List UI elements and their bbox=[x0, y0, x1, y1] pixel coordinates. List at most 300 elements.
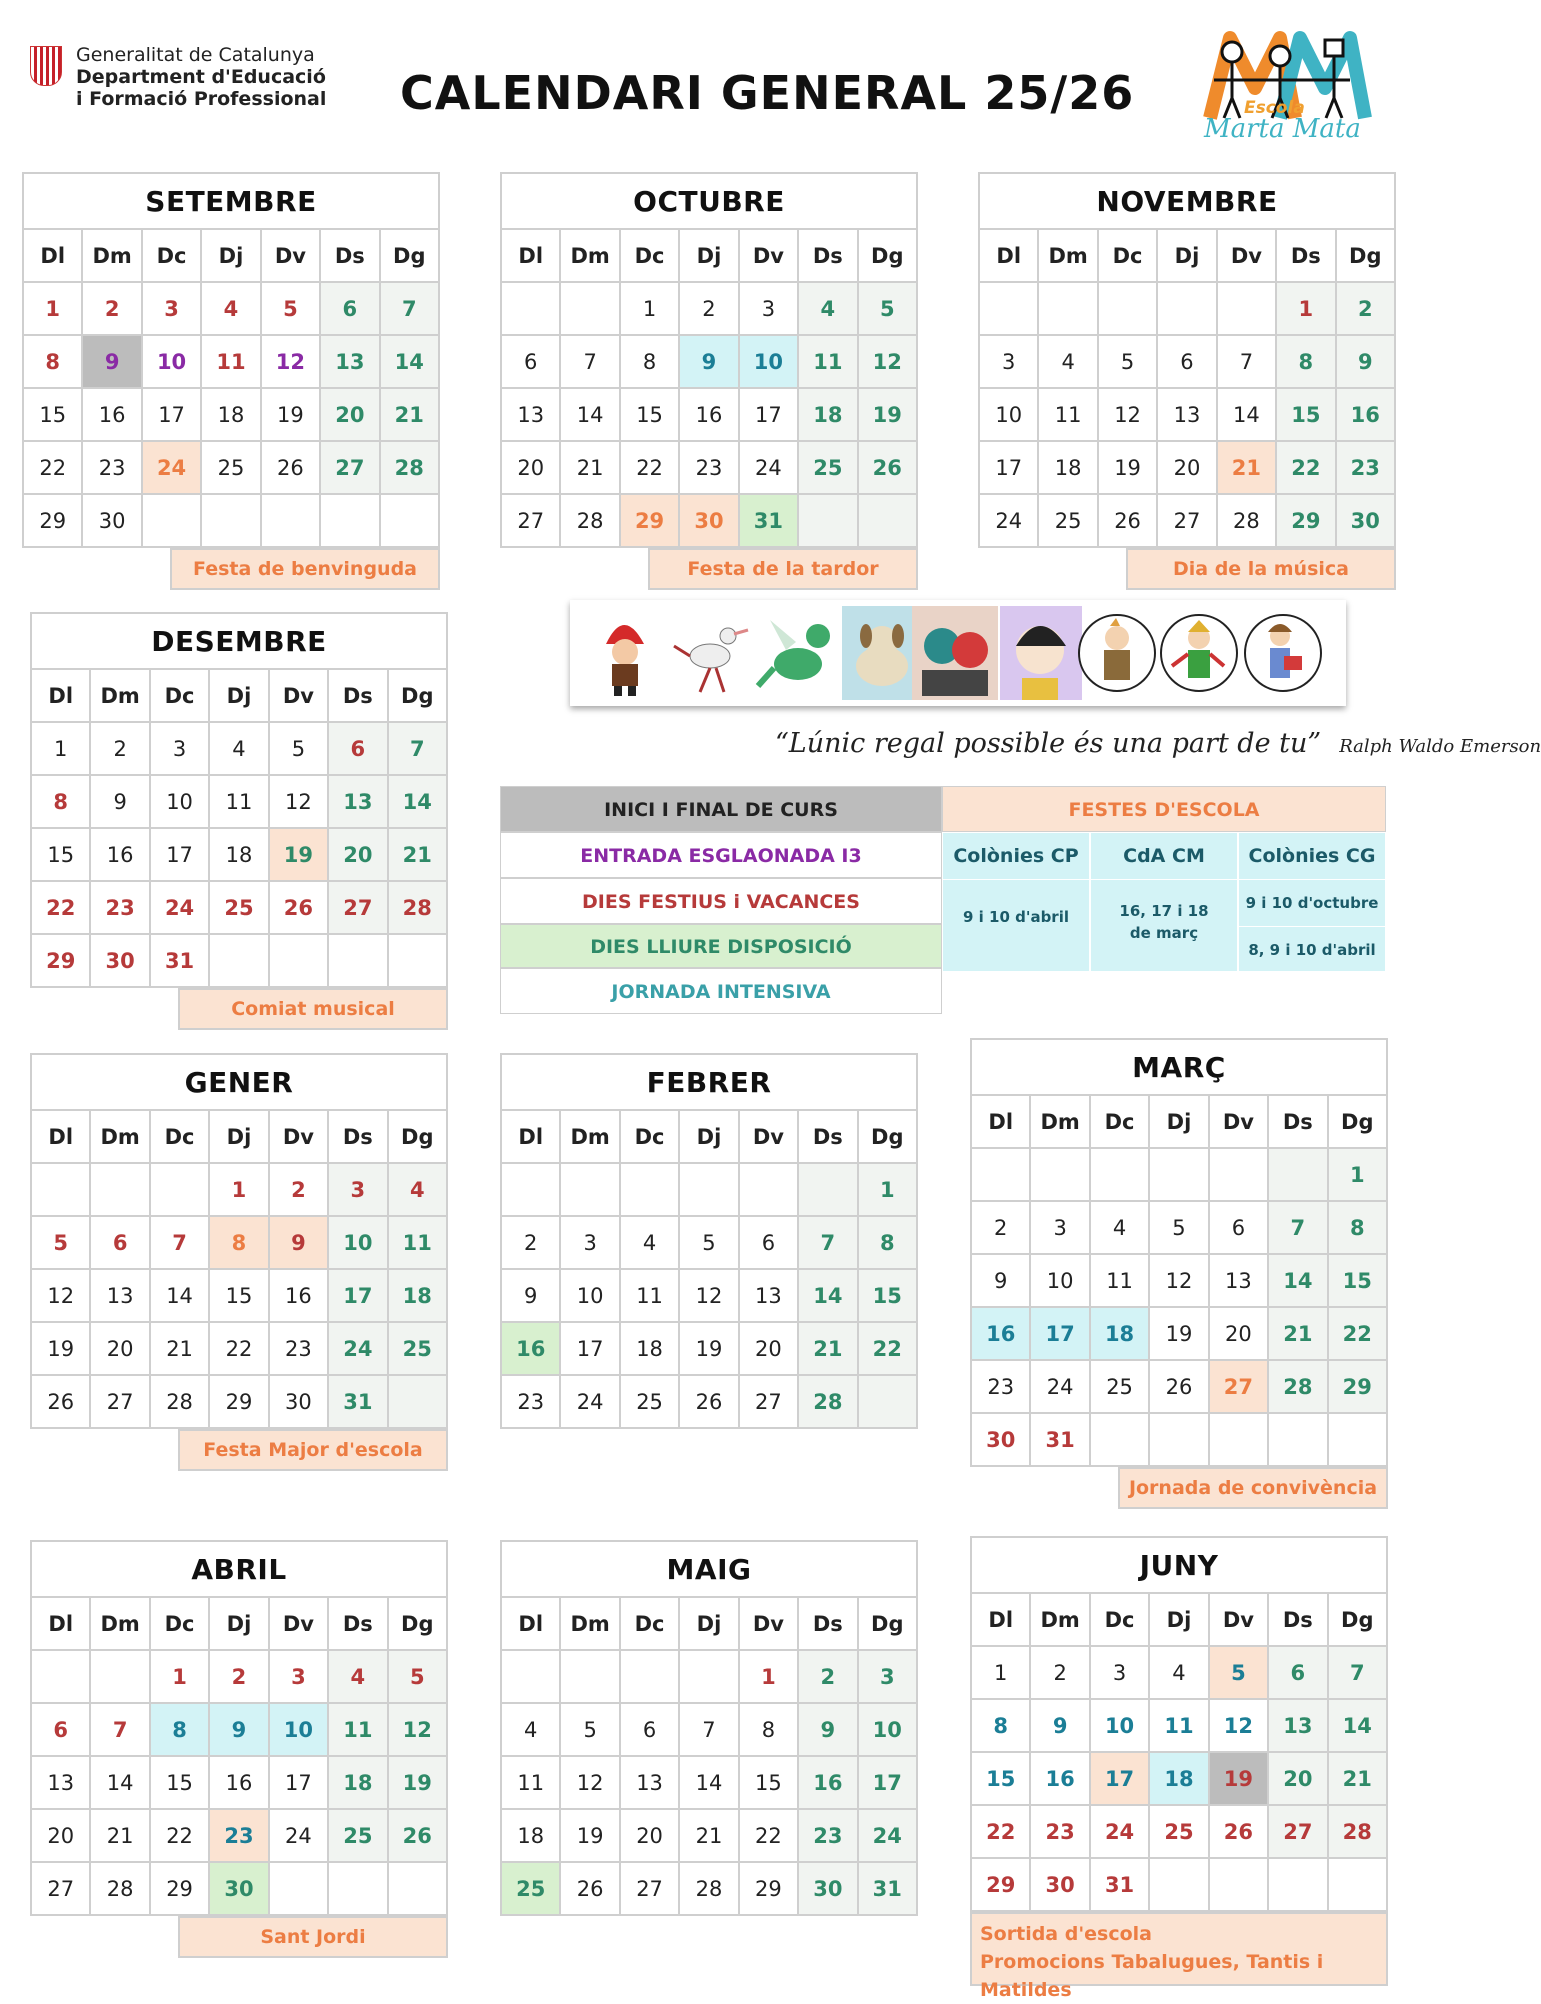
day-cell: 26 bbox=[858, 441, 917, 494]
day-cell: 21 bbox=[560, 441, 619, 494]
day-cell bbox=[1090, 1148, 1149, 1201]
day-cell: 6 bbox=[320, 282, 379, 335]
legend-festes-escola: FESTES D'ESCOLA bbox=[942, 786, 1386, 832]
day-cell: 14 bbox=[560, 388, 619, 441]
day-cell: 8 bbox=[620, 335, 679, 388]
day-cell: 1 bbox=[209, 1163, 268, 1216]
day-cell: 21 bbox=[679, 1809, 738, 1862]
day-cell: 31 bbox=[739, 494, 798, 547]
weekday-header: Dc bbox=[620, 1597, 679, 1650]
day-cell: 8 bbox=[31, 775, 90, 828]
weekday-header: Dv bbox=[269, 1597, 328, 1650]
day-cell: 21 bbox=[1217, 441, 1276, 494]
weekday-header: Dj bbox=[1149, 1593, 1208, 1646]
day-cell bbox=[31, 1163, 90, 1216]
day-cell: 1 bbox=[620, 282, 679, 335]
day-cell: 2 bbox=[90, 722, 149, 775]
day-cell: 17 bbox=[142, 388, 201, 441]
day-cell: 24 bbox=[1090, 1805, 1149, 1858]
month-gener bbox=[30, 1053, 448, 1461]
day-cell: 16 bbox=[971, 1307, 1030, 1360]
day-cell: 20 bbox=[620, 1809, 679, 1862]
day-cell: 30 bbox=[209, 1862, 268, 1915]
month-event-label: Sant Jordi bbox=[178, 1916, 448, 1958]
day-cell: 15 bbox=[620, 388, 679, 441]
weekday-header: Dv bbox=[1217, 229, 1276, 282]
day-cell: 3 bbox=[142, 282, 201, 335]
day-cell: 26 bbox=[1149, 1360, 1208, 1413]
day-cell: 9 bbox=[209, 1703, 268, 1756]
day-cell: 10 bbox=[142, 335, 201, 388]
day-cell bbox=[142, 494, 201, 547]
day-cell: 3 bbox=[150, 722, 209, 775]
day-cell: 22 bbox=[31, 881, 90, 934]
weekday-header: Dl bbox=[31, 1110, 90, 1163]
day-cell: 7 bbox=[380, 282, 439, 335]
month-event-label: Festa de benvinguda bbox=[170, 548, 440, 590]
day-cell: 3 bbox=[979, 335, 1038, 388]
day-cell: 26 bbox=[560, 1862, 619, 1915]
day-cell: 14 bbox=[380, 335, 439, 388]
day-cell: 12 bbox=[261, 335, 320, 388]
legend bbox=[500, 786, 1386, 1022]
month-name: ABRIL bbox=[31, 1541, 447, 1597]
day-cell: 28 bbox=[90, 1862, 149, 1915]
day-cell: 1 bbox=[150, 1650, 209, 1703]
weekday-header: Dm bbox=[560, 1110, 619, 1163]
day-cell: 5 bbox=[560, 1703, 619, 1756]
legend-dies-festius: DIES FESTIUS i VACANCES bbox=[500, 878, 942, 924]
day-cell: 17 bbox=[858, 1756, 917, 1809]
day-cell: 15 bbox=[858, 1269, 917, 1322]
day-cell: 14 bbox=[798, 1269, 857, 1322]
day-cell: 9 bbox=[971, 1254, 1030, 1307]
weekday-header: Dl bbox=[23, 229, 82, 282]
day-cell: 2 bbox=[1336, 282, 1395, 335]
day-cell: 22 bbox=[620, 441, 679, 494]
day-cell: 13 bbox=[90, 1269, 149, 1322]
day-cell: 19 bbox=[858, 388, 917, 441]
month-abril bbox=[30, 1540, 448, 1948]
day-cell bbox=[679, 1650, 738, 1703]
gnome-figure-icon bbox=[584, 606, 666, 700]
day-cell: 29 bbox=[23, 494, 82, 547]
day-cell: 16 bbox=[679, 388, 738, 441]
day-cell: 17 bbox=[560, 1322, 619, 1375]
day-cell: 21 bbox=[1268, 1307, 1327, 1360]
day-cell: 20 bbox=[328, 828, 387, 881]
day-cell bbox=[560, 1650, 619, 1703]
day-cell: 13 bbox=[1209, 1254, 1268, 1307]
day-cell bbox=[1098, 282, 1157, 335]
day-cell: 8 bbox=[1328, 1201, 1387, 1254]
day-cell: 11 bbox=[1149, 1699, 1208, 1752]
weekday-header: Dv bbox=[269, 1110, 328, 1163]
day-cell: 30 bbox=[90, 934, 149, 987]
weekday-header: Dv bbox=[1209, 1593, 1268, 1646]
day-cell bbox=[1209, 1413, 1268, 1466]
month-marc bbox=[970, 1038, 1388, 1499]
day-cell: 6 bbox=[31, 1703, 90, 1756]
weekday-header: Dg bbox=[858, 1110, 917, 1163]
day-cell: 7 bbox=[150, 1216, 209, 1269]
day-cell: 26 bbox=[1098, 494, 1157, 547]
month-name: DESEMBRE bbox=[31, 613, 447, 669]
page-title: CALENDARI GENERAL 25/26 bbox=[400, 66, 1135, 120]
legend-colonies-cp bbox=[942, 832, 1090, 972]
day-cell: 30 bbox=[679, 494, 738, 547]
day-cell bbox=[388, 934, 447, 987]
day-cell: 27 bbox=[328, 881, 387, 934]
day-cell: 9 bbox=[679, 335, 738, 388]
day-cell: 23 bbox=[269, 1322, 328, 1375]
day-cell bbox=[201, 494, 260, 547]
day-cell: 12 bbox=[858, 335, 917, 388]
day-cell: 15 bbox=[23, 388, 82, 441]
day-cell: 16 bbox=[269, 1269, 328, 1322]
day-cell: 5 bbox=[261, 282, 320, 335]
day-cell: 21 bbox=[150, 1322, 209, 1375]
weekday-header: Ds bbox=[1268, 1095, 1327, 1148]
day-cell: 27 bbox=[1157, 494, 1216, 547]
month-event-label: Jornada de convivència bbox=[1118, 1467, 1388, 1509]
day-cell: 10 bbox=[150, 775, 209, 828]
day-cell: 24 bbox=[1030, 1360, 1089, 1413]
day-cell: 25 bbox=[328, 1809, 387, 1862]
weekday-header: Dj bbox=[209, 1597, 268, 1650]
legend-jornada-intensiva: JORNADA INTENSIVA bbox=[500, 968, 942, 1014]
day-cell: 1 bbox=[971, 1646, 1030, 1699]
weekday-header: Ds bbox=[328, 1597, 387, 1650]
day-cell bbox=[209, 934, 268, 987]
day-cell: 24 bbox=[979, 494, 1038, 547]
day-cell: 14 bbox=[1217, 388, 1276, 441]
day-cell: 8 bbox=[1276, 335, 1335, 388]
weekday-header: Dj bbox=[209, 669, 268, 722]
day-cell: 20 bbox=[320, 388, 379, 441]
day-cell: 1 bbox=[31, 722, 90, 775]
day-cell: 5 bbox=[858, 282, 917, 335]
month-name: MAIG bbox=[501, 1541, 917, 1597]
day-cell: 22 bbox=[739, 1809, 798, 1862]
day-cell: 21 bbox=[388, 828, 447, 881]
day-cell: 29 bbox=[1328, 1360, 1387, 1413]
musicians-figure-icon bbox=[912, 606, 998, 700]
day-cell: 10 bbox=[739, 335, 798, 388]
day-cell: 19 bbox=[1098, 441, 1157, 494]
day-cell: 29 bbox=[209, 1375, 268, 1428]
weekday-header: Dl bbox=[971, 1095, 1030, 1148]
day-cell: 17 bbox=[1030, 1307, 1089, 1360]
day-cell bbox=[150, 1163, 209, 1216]
month-octubre bbox=[500, 172, 918, 580]
day-cell: 3 bbox=[269, 1650, 328, 1703]
day-cell: 13 bbox=[501, 388, 560, 441]
day-cell: 27 bbox=[1209, 1360, 1268, 1413]
day-cell bbox=[1149, 1148, 1208, 1201]
day-cell: 2 bbox=[679, 282, 738, 335]
day-cell: 7 bbox=[798, 1216, 857, 1269]
day-cell: 16 bbox=[82, 388, 141, 441]
day-cell: 25 bbox=[798, 441, 857, 494]
day-cell: 27 bbox=[501, 494, 560, 547]
month-desembre bbox=[30, 612, 448, 1020]
day-cell: 12 bbox=[388, 1703, 447, 1756]
day-cell bbox=[320, 494, 379, 547]
day-cell: 22 bbox=[209, 1322, 268, 1375]
day-cell: 27 bbox=[620, 1862, 679, 1915]
day-cell: 16 bbox=[90, 828, 149, 881]
day-cell: 21 bbox=[1328, 1752, 1387, 1805]
day-cell: 7 bbox=[560, 335, 619, 388]
day-cell: 31 bbox=[1030, 1413, 1089, 1466]
day-cell: 3 bbox=[328, 1163, 387, 1216]
day-cell: 25 bbox=[501, 1862, 560, 1915]
weekday-header: Dc bbox=[620, 1110, 679, 1163]
day-cell: 4 bbox=[1038, 335, 1097, 388]
day-cell: 28 bbox=[1328, 1805, 1387, 1858]
day-cell bbox=[380, 494, 439, 547]
day-cell: 28 bbox=[388, 881, 447, 934]
day-cell: 29 bbox=[1276, 494, 1335, 547]
day-cell: 18 bbox=[1149, 1752, 1208, 1805]
day-cell: 2 bbox=[501, 1216, 560, 1269]
legend-colonies-cp-title: Colònies CP bbox=[943, 833, 1089, 880]
month-name: OCTUBRE bbox=[501, 173, 917, 229]
weekday-header: Dv bbox=[739, 1597, 798, 1650]
day-cell: 11 bbox=[209, 775, 268, 828]
day-cell: 4 bbox=[209, 722, 268, 775]
weekday-header: Dl bbox=[971, 1593, 1030, 1646]
day-cell: 29 bbox=[971, 1858, 1030, 1911]
weekday-header: Dg bbox=[1328, 1593, 1387, 1646]
day-cell: 8 bbox=[150, 1703, 209, 1756]
weekday-header: Ds bbox=[1276, 229, 1335, 282]
day-cell bbox=[1217, 282, 1276, 335]
day-cell: 12 bbox=[269, 775, 328, 828]
day-cell: 2 bbox=[269, 1163, 328, 1216]
legend-dies-lliure: DIES LLIURE DISPOSICIÓ bbox=[500, 924, 942, 968]
day-cell: 18 bbox=[328, 1756, 387, 1809]
weekday-header: Dg bbox=[388, 1110, 447, 1163]
day-cell bbox=[1209, 1148, 1268, 1201]
day-cell: 4 bbox=[1149, 1646, 1208, 1699]
day-cell bbox=[1209, 1858, 1268, 1911]
day-cell: 7 bbox=[388, 722, 447, 775]
day-cell: 21 bbox=[380, 388, 439, 441]
legend-entrada-esglaonada: ENTRADA ESGLAONADA I3 bbox=[500, 832, 942, 878]
day-cell bbox=[1157, 282, 1216, 335]
day-cell: 3 bbox=[1030, 1201, 1089, 1254]
day-cell: 17 bbox=[739, 388, 798, 441]
day-cell: 18 bbox=[1090, 1307, 1149, 1360]
day-cell bbox=[90, 1650, 149, 1703]
day-cell: 5 bbox=[1149, 1201, 1208, 1254]
day-cell: 28 bbox=[560, 494, 619, 547]
weekday-header: Dl bbox=[501, 1110, 560, 1163]
day-cell bbox=[1268, 1148, 1327, 1201]
day-cell bbox=[1328, 1858, 1387, 1911]
day-cell: 1 bbox=[1276, 282, 1335, 335]
day-cell: 1 bbox=[858, 1163, 917, 1216]
weekday-header: Dl bbox=[31, 1597, 90, 1650]
day-cell bbox=[1149, 1413, 1208, 1466]
weekday-header: Dc bbox=[142, 229, 201, 282]
weekday-header: Dc bbox=[1090, 1095, 1149, 1148]
day-cell: 19 bbox=[261, 388, 320, 441]
day-cell: 9 bbox=[1030, 1699, 1089, 1752]
day-cell: 27 bbox=[90, 1375, 149, 1428]
month-name: SETEMBRE bbox=[23, 173, 439, 229]
month-name: GENER bbox=[31, 1054, 447, 1110]
day-cell: 4 bbox=[620, 1216, 679, 1269]
day-cell bbox=[739, 1163, 798, 1216]
day-cell: 29 bbox=[739, 1862, 798, 1915]
day-cell: 8 bbox=[209, 1216, 268, 1269]
day-cell: 27 bbox=[1268, 1805, 1327, 1858]
day-cell: 12 bbox=[1149, 1254, 1208, 1307]
month-event-label bbox=[970, 1912, 1388, 2001]
day-cell: 12 bbox=[1098, 388, 1157, 441]
event-line-1: Sortida d'escola bbox=[980, 1923, 1153, 1945]
weekday-header: Dc bbox=[1098, 229, 1157, 282]
day-cell: 11 bbox=[1038, 388, 1097, 441]
day-cell: 6 bbox=[620, 1703, 679, 1756]
day-cell: 15 bbox=[150, 1756, 209, 1809]
weekday-header: Ds bbox=[798, 229, 857, 282]
day-cell: 23 bbox=[82, 441, 141, 494]
day-cell: 18 bbox=[501, 1809, 560, 1862]
day-cell: 11 bbox=[201, 335, 260, 388]
day-cell: 14 bbox=[90, 1756, 149, 1809]
day-cell: 4 bbox=[798, 282, 857, 335]
logo-line3: i Formació Professional bbox=[76, 88, 327, 110]
day-cell bbox=[620, 1163, 679, 1216]
day-cell bbox=[858, 1375, 917, 1428]
day-cell: 13 bbox=[620, 1756, 679, 1809]
day-cell: 8 bbox=[971, 1699, 1030, 1752]
day-cell: 11 bbox=[388, 1216, 447, 1269]
day-cell: 8 bbox=[739, 1703, 798, 1756]
day-cell: 9 bbox=[269, 1216, 328, 1269]
day-cell bbox=[1328, 1413, 1387, 1466]
day-cell: 6 bbox=[501, 335, 560, 388]
day-cell: 24 bbox=[560, 1375, 619, 1428]
day-cell: 1 bbox=[23, 282, 82, 335]
day-cell: 13 bbox=[328, 775, 387, 828]
day-cell: 20 bbox=[31, 1809, 90, 1862]
day-cell: 13 bbox=[1268, 1699, 1327, 1752]
day-cell: 25 bbox=[201, 441, 260, 494]
day-cell: 11 bbox=[1090, 1254, 1149, 1307]
month-name: NOVEMBRE bbox=[979, 173, 1395, 229]
day-cell: 24 bbox=[150, 881, 209, 934]
day-cell: 29 bbox=[150, 1862, 209, 1915]
day-cell: 7 bbox=[90, 1703, 149, 1756]
day-cell: 17 bbox=[269, 1756, 328, 1809]
day-cell bbox=[798, 1163, 857, 1216]
day-cell: 10 bbox=[560, 1269, 619, 1322]
day-cell: 5 bbox=[679, 1216, 738, 1269]
day-cell: 6 bbox=[328, 722, 387, 775]
day-cell: 30 bbox=[798, 1862, 857, 1915]
day-cell: 13 bbox=[1157, 388, 1216, 441]
day-cell: 22 bbox=[23, 441, 82, 494]
day-cell: 11 bbox=[620, 1269, 679, 1322]
weekday-header: Dl bbox=[979, 229, 1038, 282]
generalitat-emblem-icon bbox=[30, 46, 62, 86]
day-cell: 9 bbox=[501, 1269, 560, 1322]
day-cell: 29 bbox=[31, 934, 90, 987]
day-cell: 20 bbox=[739, 1322, 798, 1375]
day-cell: 28 bbox=[1268, 1360, 1327, 1413]
kid-figure-icon bbox=[1000, 606, 1082, 700]
day-cell: 26 bbox=[679, 1375, 738, 1428]
day-cell: 28 bbox=[798, 1375, 857, 1428]
day-cell: 31 bbox=[1090, 1858, 1149, 1911]
weekday-header: Dg bbox=[858, 229, 917, 282]
day-cell: 14 bbox=[1268, 1254, 1327, 1307]
day-cell: 16 bbox=[501, 1322, 560, 1375]
day-cell: 24 bbox=[269, 1809, 328, 1862]
day-cell: 7 bbox=[1217, 335, 1276, 388]
weekday-header: Dc bbox=[620, 229, 679, 282]
day-cell bbox=[620, 1650, 679, 1703]
day-cell: 4 bbox=[388, 1163, 447, 1216]
weekday-header: Dj bbox=[1157, 229, 1216, 282]
day-cell: 18 bbox=[1038, 441, 1097, 494]
weekday-header: Dm bbox=[560, 1597, 619, 1650]
day-cell: 10 bbox=[979, 388, 1038, 441]
day-cell bbox=[328, 1862, 387, 1915]
day-cell: 26 bbox=[31, 1375, 90, 1428]
day-cell: 23 bbox=[90, 881, 149, 934]
weekday-header: Dv bbox=[261, 229, 320, 282]
weekday-header: Dg bbox=[858, 1597, 917, 1650]
day-cell: 24 bbox=[739, 441, 798, 494]
day-cell: 7 bbox=[679, 1703, 738, 1756]
day-cell: 5 bbox=[31, 1216, 90, 1269]
day-cell bbox=[1030, 1148, 1089, 1201]
day-cell: 26 bbox=[388, 1809, 447, 1862]
day-cell: 11 bbox=[501, 1756, 560, 1809]
weekday-header: Dv bbox=[739, 229, 798, 282]
day-cell: 26 bbox=[1209, 1805, 1268, 1858]
day-cell: 24 bbox=[858, 1809, 917, 1862]
weekday-header: Dg bbox=[1336, 229, 1395, 282]
day-cell: 20 bbox=[90, 1322, 149, 1375]
day-cell bbox=[501, 1650, 560, 1703]
day-cell: 5 bbox=[269, 722, 328, 775]
day-cell: 18 bbox=[209, 828, 268, 881]
day-cell: 4 bbox=[1090, 1201, 1149, 1254]
day-cell: 22 bbox=[971, 1805, 1030, 1858]
bird-figure-icon bbox=[670, 606, 752, 700]
weekday-header: Dm bbox=[82, 229, 141, 282]
day-cell: 1 bbox=[739, 1650, 798, 1703]
weekday-header: Dj bbox=[209, 1110, 268, 1163]
day-cell: 18 bbox=[798, 388, 857, 441]
weekday-header: Ds bbox=[320, 229, 379, 282]
day-cell: 3 bbox=[858, 1650, 917, 1703]
legend-colonies-cp-date: 9 i 10 d'abril bbox=[963, 908, 1069, 926]
day-cell: 25 bbox=[388, 1322, 447, 1375]
month-setembre bbox=[22, 172, 440, 580]
day-cell: 9 bbox=[90, 775, 149, 828]
weekday-header: Dj bbox=[1149, 1095, 1208, 1148]
day-cell bbox=[261, 494, 320, 547]
day-cell bbox=[560, 282, 619, 335]
